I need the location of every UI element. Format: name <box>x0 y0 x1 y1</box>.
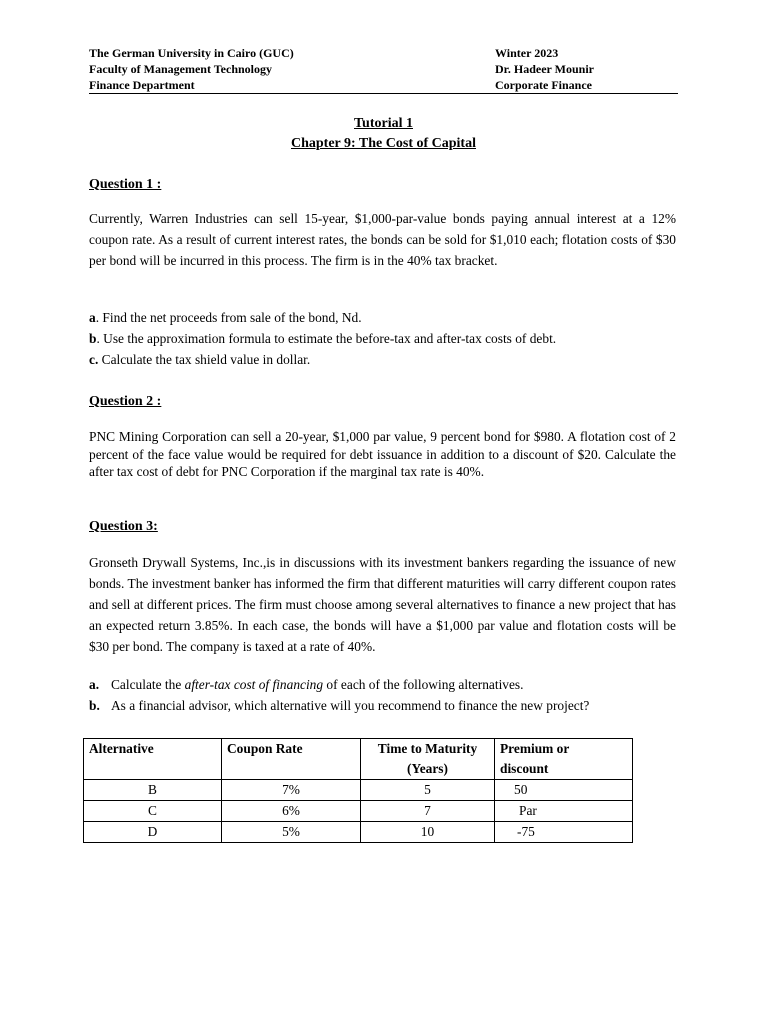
col-alternative: Alternative <box>84 739 222 780</box>
question-2-body: PNC Mining Corporation can sell a 20-year, $1,000 par value, 9 percent bond for $980. A flotation cost of 2 percent of the face value would be required for debt issuance in addition to a discount of $20. Calculate the after tax cost of debt for PNC Corporation if the marginal tax rate is 40%. <box>89 429 676 480</box>
header-term: Winter 2023 <box>495 46 559 60</box>
question-3-item-b: b. As a financial advisor, which alternative will you recommend to finance the new project? <box>89 698 590 713</box>
header-university: The German University in Cairo (GUC) <box>89 46 294 60</box>
cell-premium: -75 <box>495 822 633 843</box>
table-row <box>84 780 633 801</box>
question-1-heading: Question 1 : <box>89 177 162 192</box>
cell-maturity: 7 <box>361 801 495 822</box>
header-institution <box>89 45 294 93</box>
cell-premium: 50 <box>495 780 633 801</box>
table-row <box>84 801 633 822</box>
header-course: Corporate Finance <box>495 78 592 92</box>
question-1-body: Currently, Warren Industries can sell 15-year, $1,000-par-value bonds paying annual interest at a 12% coupon rate. As a result of current interest rates, the bonds can be sold for $1,010 each; flotation costs of $30 per bond will be incurred in this process. The firm is in the 40% tax bracket. <box>89 211 676 268</box>
question-1-item-b: b. Use the approximation formula to estimate the before-tax and after-tax costs of debt. <box>89 331 557 346</box>
question-3-heading: Question 3: <box>89 519 158 534</box>
cell-maturity: 10 <box>361 822 495 843</box>
cell-coupon: 5% <box>222 822 361 843</box>
alternatives-table <box>83 738 633 843</box>
table-header-row <box>84 739 633 780</box>
col-premium-discount: Premium or discount <box>495 739 633 780</box>
cell-coupon: 6% <box>222 801 361 822</box>
tutorial-title: Tutorial 1 <box>354 116 413 131</box>
cell-alternative: B <box>84 780 222 801</box>
cell-premium: Par <box>495 801 633 822</box>
table-row <box>84 822 633 843</box>
header-course-info <box>495 45 594 93</box>
question-3-body: Gronseth Drywall Systems, Inc.,is in discussions with its investment bankers regarding the issuance of new bonds. The investment banker has informed the firm that different maturities will carry different coupon rates and sell at different prices. The firm must choose among several alternatives to finance a new project that has an expected return 3.85%. In each case, the bonds will have a $1,000 par value and flotation costs will be $30 per bond. The company is taxed at a rate of 40%. <box>89 555 676 654</box>
cell-maturity: 5 <box>361 780 495 801</box>
cell-alternative: D <box>84 822 222 843</box>
question-1-item-a: a. Find the net proceeds from sale of the bond, Nd. <box>89 310 362 325</box>
header-instructor: Dr. Hadeer Mounir <box>495 62 594 76</box>
col-time-to-maturity: Time to Maturity (Years) <box>361 739 495 780</box>
question-2-heading: Question 2 : <box>89 394 162 409</box>
col-coupon-rate: Coupon Rate <box>222 739 361 780</box>
cell-alternative: C <box>84 801 222 822</box>
question-1-item-c: c. Calculate the tax shield value in dollar. <box>89 352 311 367</box>
header-faculty: Faculty of Management Technology <box>89 62 272 76</box>
question-3-item-a: a. Calculate the after-tax cost of financing of each of the following alternatives. <box>89 677 524 692</box>
document-title <box>89 114 678 154</box>
chapter-title: Chapter 9: The Cost of Capital <box>291 136 476 151</box>
cell-coupon: 7% <box>222 780 361 801</box>
header-department: Finance Department <box>89 78 195 92</box>
header-divider <box>89 93 678 94</box>
